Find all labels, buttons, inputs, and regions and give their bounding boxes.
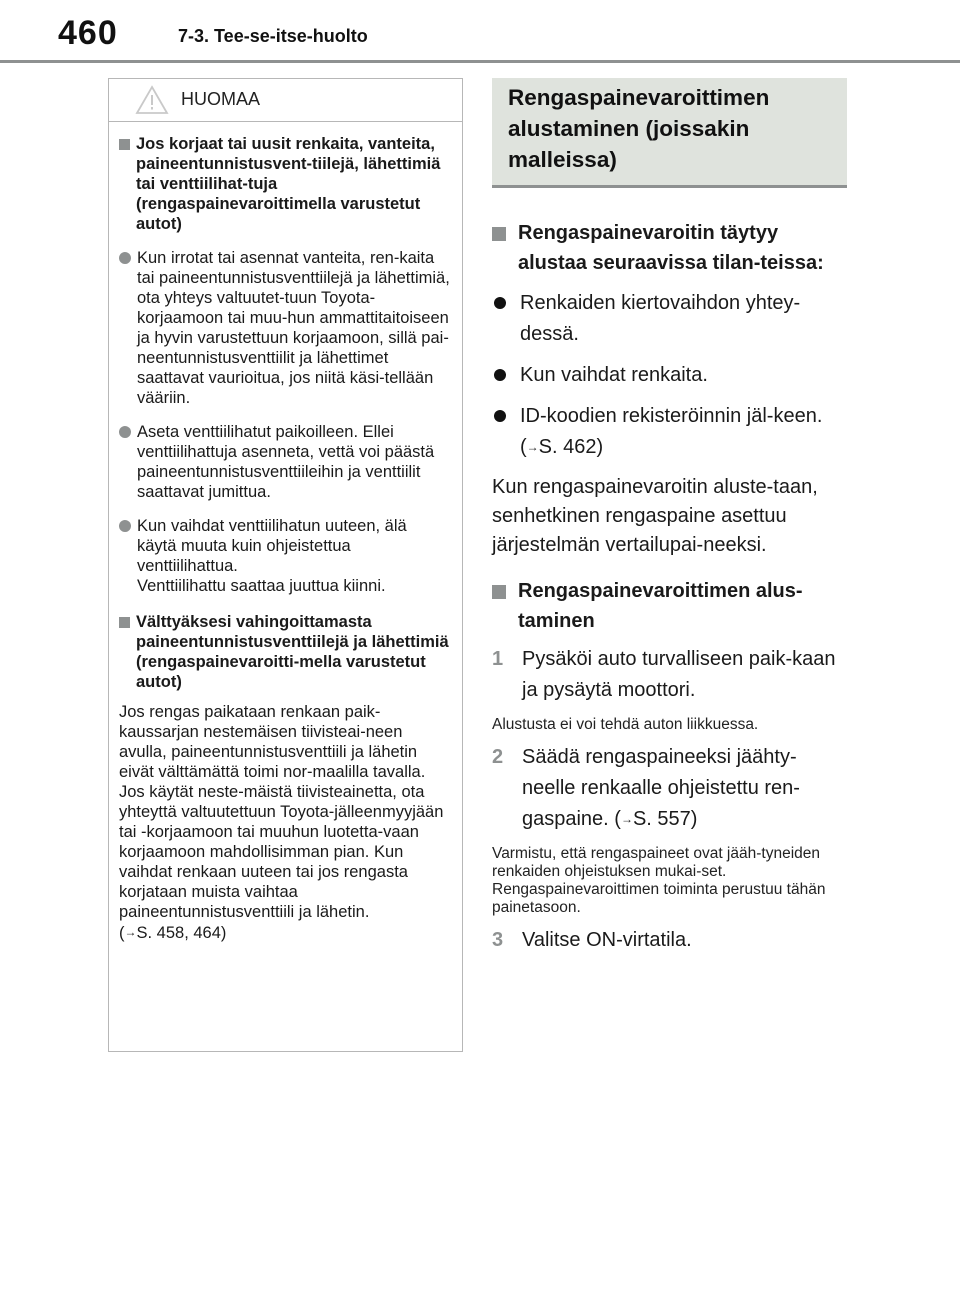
header-rule	[0, 60, 960, 63]
page-reference-link[interactable]: S. 462)	[538, 436, 604, 458]
list-item	[492, 401, 847, 463]
step-text: Pysäköi auto turvalliseen paik-kaan ja pysäytä moottori.	[522, 648, 836, 701]
list-item-text-main: ID-koodien rekisteröinnin jäl-keen. (	[520, 405, 823, 458]
caution-bullet-text: Aseta venttiilihatut paikoilleen. Ellei venttiilihattuja asenneta, vettä voi päästä paineentunnistusventtiileihin ja venttiilit saattavat jumittua.	[137, 423, 435, 501]
list-item-text	[520, 401, 847, 463]
caution-box	[108, 78, 463, 1052]
caution-bullet	[119, 422, 450, 502]
arrow-icon: →	[620, 812, 633, 826]
subheading-text: Rengaspainevaroittimen alus-taminen	[518, 580, 803, 632]
list-item	[492, 288, 847, 350]
caution-paragraph: Jos rengas paikataan renkaan paik-kaussarjan nestemäisen tiivisteai-neen avulla, paineentunnistusventtiili ja lähetin eivät välttämättä toimi nor-maalilla tavalla. Jos käytät neste-mäistä tiivisteainetta, ota yhteyttä valtuutettuun Toyota-jälleenmyyjään tai -korjaamoon tai muuhun luotetta-vaan korjaamoon mahdollisimman pian. Kun vaihdat renkaan uuteen tai jos rengasta korjataan muista vaihtaa paineentunnistusventtiili ja lähetin. (→S. 458, 464)	[119, 703, 444, 942]
step	[492, 742, 847, 835]
list-item-text: Renkaiden kiertovaihdon yhtey-dessä.	[520, 292, 801, 345]
square-bullet-icon	[119, 139, 130, 150]
caution-heading-text: Välttyäksesi vahingoittamasta paineentunnistusventtiilejä ja lähettimiä (rengaspainevaroitti-mella varustetut autot)	[136, 613, 449, 691]
square-bullet-icon	[492, 585, 506, 599]
page-reference-link[interactable]: S. 458, 464)	[136, 924, 227, 942]
note: Alustusta ei voi tehdä auton liikkuessa.	[492, 716, 759, 733]
step-number: 3	[492, 929, 504, 951]
caution-paragraph-text: Jos rengas paikataan renkaan paik-kaussarjan nestemäisen tiivisteai-neen avulla, paineentunnistusventtiili ja lähetin eivät välttämättä toimi nor-maalilla tavalla. Jos käytät neste-mäistä tiivisteainetta, ota yhteyttä valtuutettuun Toyota-jälleenmyyjään tai -korjaamoon tai muuhun luotetta-vaan korjaamoon mahdollisimman pian. Kun vaihdat renkaan uuteen tai jos rengasta korjataan muista vaihtaa paineentunnistusventtiili ja lähetin.	[119, 703, 444, 921]
caution-heading	[119, 134, 450, 234]
right-column	[492, 78, 847, 956]
arrow-icon: →	[124, 925, 137, 939]
page-header	[0, 0, 960, 70]
circle-bullet-icon	[494, 369, 506, 381]
subheading	[492, 218, 847, 278]
section-title: 7-3. Tee-se-itse-huolto	[178, 26, 368, 46]
caution-bullet	[119, 516, 450, 596]
note: Varmistu, että rengaspaineet ovat jääh-tyneiden renkaiden ohjeistuksen mukai-set. Rengaspainevaroittimen toiminta perustuu tähän painetasoon.	[492, 845, 826, 916]
step-text-main: Säädä rengaspaineeksi jäähty-neelle renkaalle ohjeistettu ren-gaspaine. (	[522, 746, 800, 830]
caution-header	[109, 79, 462, 122]
caution-label: HUOMAA	[181, 89, 261, 109]
section-box-title: Rengaspainevaroittimen alustaminen (joissakin malleissa)	[492, 78, 847, 188]
circle-bullet-icon	[494, 410, 506, 422]
step-text: Valitse ON-virtatila.	[522, 929, 692, 951]
step-text	[522, 742, 847, 835]
page-reference-link[interactable]: S. 557)	[632, 808, 698, 830]
caution-bullet-text: Kun irrotat tai asennat vanteita, ren-kaita tai paineentunnistusventtiilejä ja lähettimiä, ota yhteys valtuutet-tuun Toyota-korjaamoon tai muu-hun ammattitaitoiseen ja hyvin varustettuun korjaamoon, sillä pai-neentunnistusventtiilit ja lähettimet saattavat vaurioitua, jos niitä käsi-tellään vääriin.	[137, 249, 450, 407]
list-item-text: Kun vaihdat renkaita.	[520, 364, 708, 386]
subheading	[492, 576, 847, 636]
step-number: 1	[492, 648, 504, 670]
step-number: 2	[492, 746, 504, 768]
caution-bullet-text: Kun vaihdat venttiilihatun uuteen, älä käytä muuta kuin ohjeistettua venttiilihattua. Venttiilihattu saattaa juuttua kiinni.	[137, 517, 407, 595]
caution-body	[109, 122, 462, 943]
subheading-text: Rengaspainevaroitin täytyy alustaa seuraavissa tilan-teissa:	[518, 222, 824, 274]
circle-bullet-icon	[494, 297, 506, 309]
circle-bullet-icon	[119, 252, 131, 264]
circle-bullet-icon	[119, 520, 131, 532]
step	[492, 644, 847, 706]
square-bullet-icon	[492, 227, 506, 241]
caution-heading	[119, 612, 450, 692]
step	[492, 925, 847, 956]
square-bullet-icon	[119, 617, 130, 628]
arrow-icon: →	[526, 440, 539, 454]
warning-triangle-icon	[135, 85, 169, 115]
caution-heading-text: Jos korjaat tai uusit renkaita, vanteita, paineentunnistusvent-tiilejä, lähettimiä tai venttiilihat-tuja (rengaspainevaroittimella varustetut autot)	[136, 135, 441, 233]
list-item	[492, 360, 847, 391]
paragraph: Kun rengaspainevaroitin aluste-taan, senhetkinen rengaspaine asettuu järjestelmän vertailupai-neeksi.	[492, 476, 818, 556]
caution-bullet	[119, 248, 450, 408]
circle-bullet-icon	[119, 426, 131, 438]
page-number: 460	[58, 14, 118, 52]
